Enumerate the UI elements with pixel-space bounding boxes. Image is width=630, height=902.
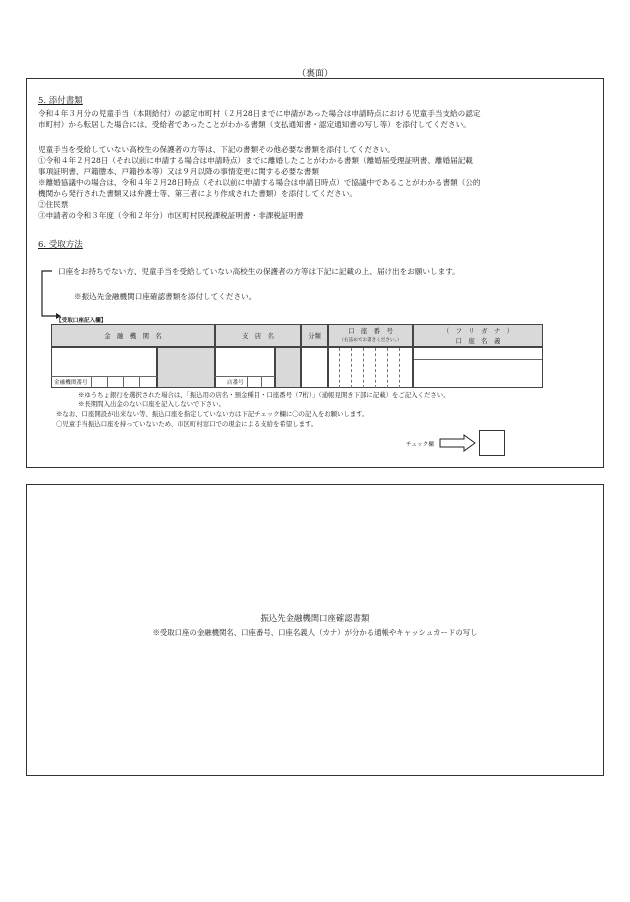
- bank-code-label: 金融機関番号: [54, 380, 88, 386]
- account-number-note: （右詰めでお書きください。）: [339, 338, 402, 343]
- section5-line: 市町村）から転居した場合には、受給者であったことがわかる書類（支払通知書・認定通知書の写し等）を添付してください。: [38, 120, 471, 129]
- section5-line: 機関から発行された書類又は弁護士等、第三者により作成された書類）を添付してください。: [38, 189, 357, 198]
- table-caption: 【受取口座記入欄】: [56, 318, 107, 324]
- section5-heading: 5. 添付書類: [38, 96, 83, 106]
- type-header: 分類: [301, 324, 328, 347]
- holder-name-header: 口 座 名 義: [455, 337, 501, 345]
- branch-name-field[interactable]: [215, 347, 275, 388]
- note-no-account: ※なお、口座開設が出来ない等、振込口座を指定していない方は下記チェック欄に〇の記入をお願いします。: [56, 410, 369, 418]
- branch-type-cell: [275, 347, 301, 388]
- section5-line: ②住民票: [38, 200, 69, 209]
- check-label: チェック欄: [406, 442, 434, 448]
- furigana-header: （ フ リ ガ ナ ）: [442, 327, 514, 335]
- holder-name-field[interactable]: [413, 347, 543, 388]
- section5-line: ③申請者の令和３年度（令和２年分）市区町村民税課税証明書・非課税証明書: [38, 211, 304, 220]
- bank-type-cell: [157, 347, 215, 388]
- branch-name-header: 支 店 名: [215, 324, 301, 347]
- account-table: [51, 324, 543, 388]
- section5-line: 事項証明書、戸籍謄本、戸籍抄本等）又は９月以降の事情変更に関する必要な書類: [38, 167, 319, 176]
- note-cash-option: 〇児童手当振込口座を持っていないため、市区町村窓口での現金による支給を希望します。: [56, 420, 318, 428]
- branch-code-label: 店番号: [227, 380, 244, 386]
- section5-line: 児童手当を受給していない高校生の保護者の方等は、下記の書類その他必要な書類を添付してください。: [38, 145, 395, 154]
- section5-line: ①令和４年２月28日（それ以前に申請する場合は申請時点）までに離婚したことがわかる書類（離婚届受理証明書、離婚届記載: [38, 156, 473, 165]
- section6-note: ※振込先金融機関口座確認書類を添付してください。: [74, 292, 257, 301]
- holder-header-cell: [413, 324, 543, 347]
- section5-line: ※離婚協議中の場合は、令和４年２月28日時点（それ以前に申請する場合は申請日時点）で協議中であることがわかる書類（公的: [38, 178, 481, 187]
- attachment-title: 振込先金融機関口座確認書類: [260, 613, 370, 623]
- note-dormant: ※長期間入出金のない口座を記入しないで下さい。: [78, 400, 225, 408]
- account-number-header-cell: [328, 324, 413, 347]
- section5-line: 令和４年３月分の児童手当（本則給付）の認定市町村（２月28日までに申請があった場合は申請時点における児童手当支給の認定: [38, 109, 481, 118]
- page-side-label: （裏面）: [296, 69, 333, 79]
- note-yucho: ※ゆうちょ銀行を選択された場合は、「振込用の店名・預金種目・口座番号（7桁）」（通帳見開き下部に記載）をご記入ください。: [78, 391, 450, 399]
- section6-heading: 6. 受取方法: [38, 240, 83, 250]
- account-number-field[interactable]: [328, 347, 413, 388]
- account-type-field[interactable]: [301, 347, 328, 388]
- bank-name-header: 金 融 機 関 名: [51, 324, 215, 347]
- account-number-header: 口 座 番 号: [348, 327, 393, 335]
- attachment-note: ※受取口座の金融機関名、口座番号、口座名義人（カナ）が分かる通帳やキャッシュカードの写し: [152, 628, 478, 637]
- arrow-right-icon: [438, 434, 478, 452]
- section6-line: 口座をお持ちでない方、児童手当を受給していない高校生の保護者の方等は下記に記載の上、届け出をお願いします。: [58, 267, 460, 276]
- check-box[interactable]: [479, 430, 505, 456]
